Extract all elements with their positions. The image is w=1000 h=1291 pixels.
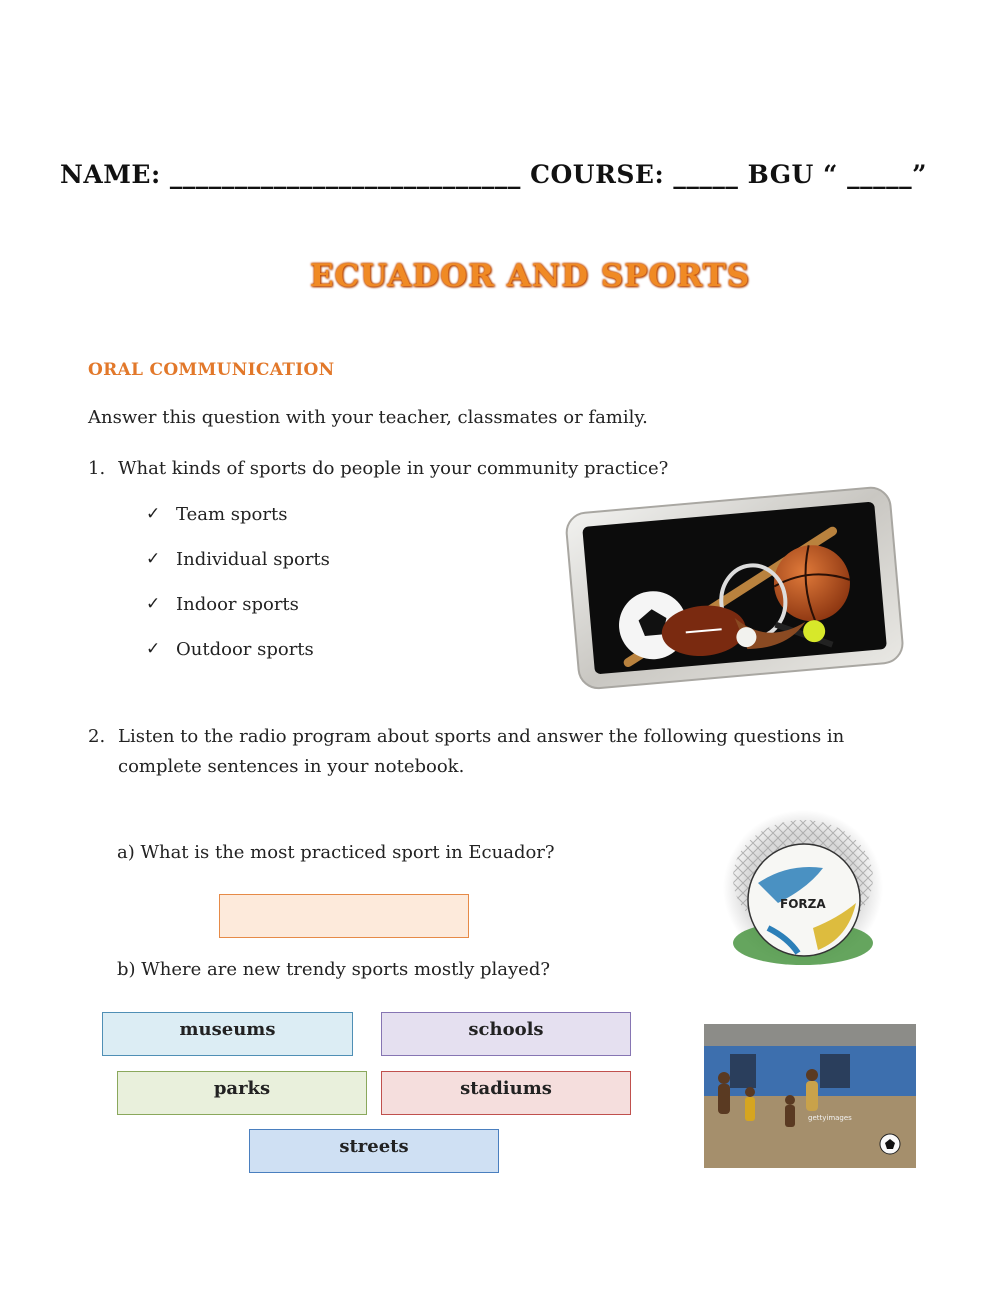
question-number: 2. (88, 726, 106, 747)
list-item-label: Outdoor sports (176, 639, 314, 660)
list-item-label: Indoor sports (176, 594, 299, 615)
list-item (146, 639, 330, 684)
option-stadiums[interactable]: stadiums (381, 1071, 631, 1115)
instruction-text: Answer this question with your teacher, classmates or family. (88, 407, 648, 428)
soccer-ball-photo (718, 808, 888, 973)
checkmark-icon: ✓ (146, 594, 161, 614)
list-item (146, 594, 330, 639)
kids-playing-soccer-photo (700, 1020, 920, 1172)
page-title: ECUADOR AND SPORTS (309, 258, 751, 294)
watermark-label: gettyimages (808, 1114, 852, 1122)
list-item (146, 504, 330, 549)
sports-equipment-photo (562, 478, 907, 696)
checkmark-icon: ✓ (146, 639, 161, 659)
answer-drop-box[interactable] (219, 894, 469, 938)
section-heading: ORAL COMMUNICATION (88, 360, 335, 380)
question-text: What kinds of sports do people in your community practice? (118, 458, 669, 479)
option-streets[interactable]: streets (249, 1129, 499, 1173)
sport-type-list (146, 504, 330, 684)
student-info-header: NAME: ___________________________ COURSE: _____ BGU “ _____” (60, 160, 928, 189)
checkmark-icon: ✓ (146, 504, 161, 524)
question-text: Listen to the radio program about sports and answer the following questions in complete sentences in your notebook. (118, 726, 845, 777)
list-item-label: Team sports (176, 504, 288, 525)
option-parks[interactable]: parks (117, 1071, 367, 1115)
option-museums[interactable]: museums (102, 1012, 353, 1056)
question-2 (88, 722, 878, 782)
subquestion-b: b) Where are new trendy sports mostly played? (117, 959, 550, 980)
question-number: 1. (88, 458, 106, 479)
checkmark-icon: ✓ (146, 549, 161, 569)
list-item-label: Individual sports (176, 549, 330, 570)
ball-brand-label: FORZA (780, 897, 826, 911)
list-item (146, 549, 330, 594)
subquestion-a: a) What is the most practiced sport in Ecuador? (117, 842, 555, 863)
option-schools[interactable]: schools (381, 1012, 631, 1056)
